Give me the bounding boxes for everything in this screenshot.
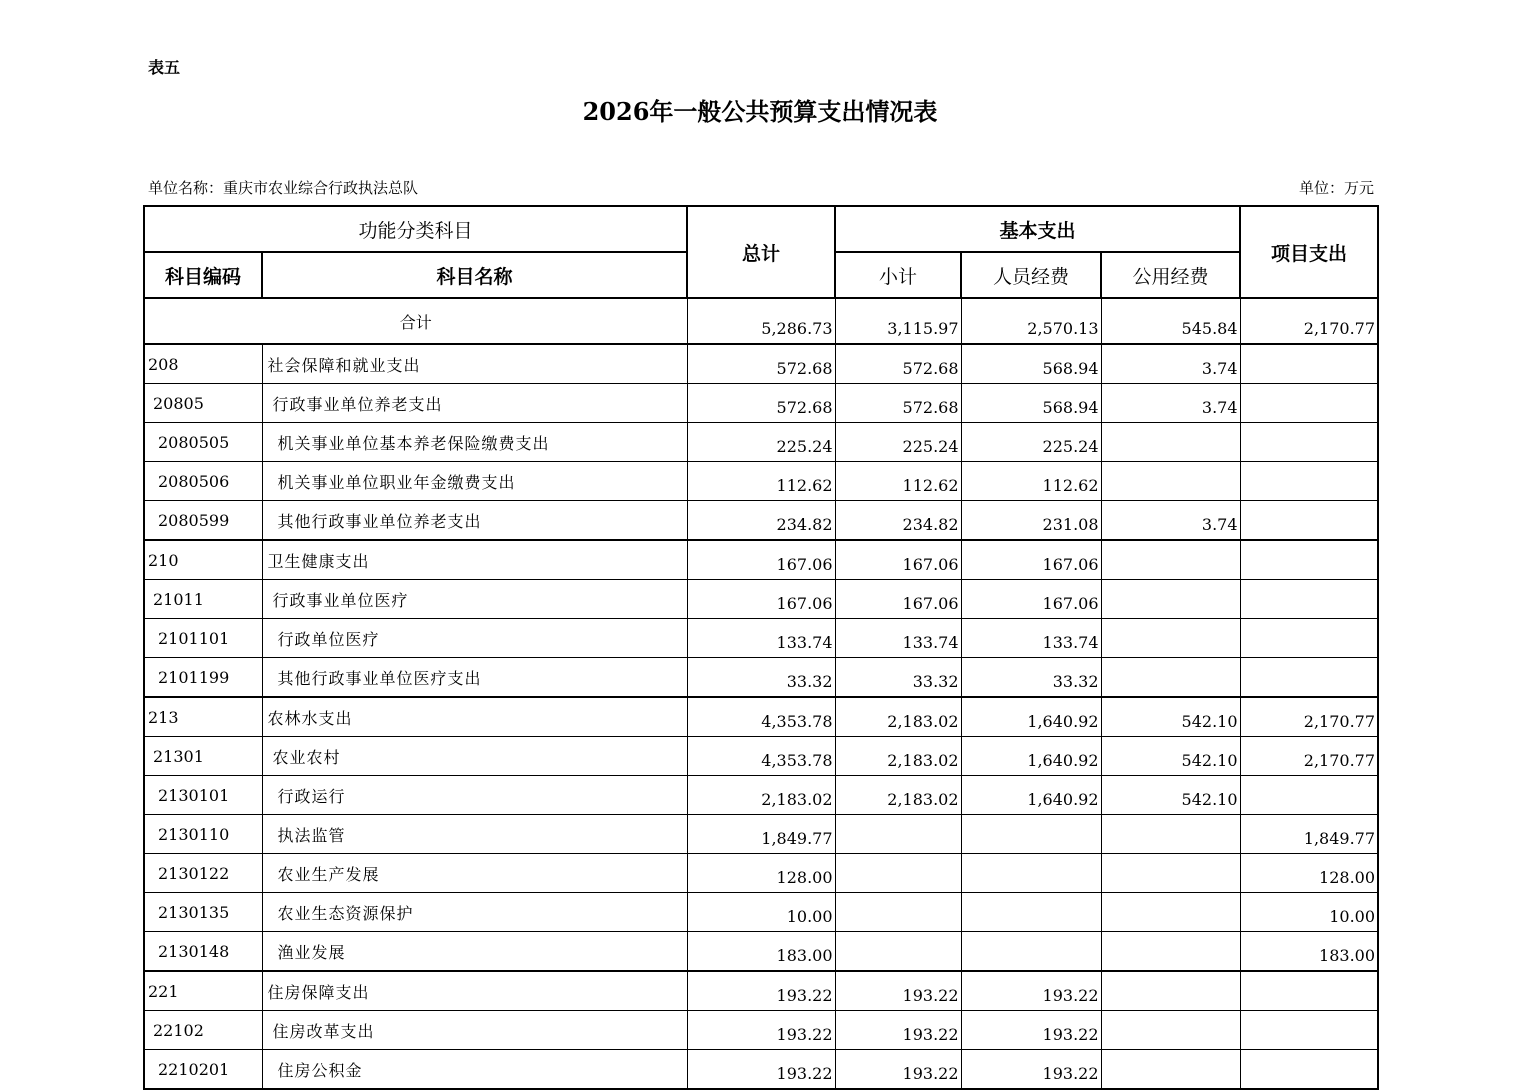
table-row <box>144 501 1378 541</box>
budget-table <box>143 205 1379 1090</box>
row-public: 3.74 <box>1101 344 1240 384</box>
row-public <box>1101 932 1240 972</box>
table-row <box>144 540 1378 580</box>
row-total: 1,849.77 <box>687 815 835 854</box>
row-name: 农业生产发展 <box>262 854 687 893</box>
row-project: 2,170.77 <box>1240 737 1378 776</box>
row-name: 行政事业单位养老支出 <box>262 384 687 423</box>
row-name: 机关事业单位职业年金缴费支出 <box>262 462 687 501</box>
row-total: 2,183.02 <box>687 776 835 815</box>
table-row <box>144 658 1378 698</box>
row-name: 农业农村 <box>262 737 687 776</box>
row-public: 542.10 <box>1101 737 1240 776</box>
row-public <box>1101 658 1240 698</box>
table-row <box>144 737 1378 776</box>
row-personnel: 568.94 <box>961 344 1101 384</box>
row-code: 2130135 <box>144 893 262 932</box>
row-subtotal: 2,183.02 <box>835 737 961 776</box>
row-personnel: 133.74 <box>961 619 1101 658</box>
row-code: 2101199 <box>144 658 262 698</box>
code-header: 科目编码 <box>144 252 262 298</box>
row-subtotal: 2,183.02 <box>835 776 961 815</box>
row-total: 128.00 <box>687 854 835 893</box>
basic-expenditure-header: 基本支出 <box>835 206 1240 252</box>
row-subtotal: 133.74 <box>835 619 961 658</box>
total-row <box>144 298 1378 344</box>
row-name: 渔业发展 <box>262 932 687 972</box>
row-public <box>1101 580 1240 619</box>
row-project <box>1240 776 1378 815</box>
row-public: 3.74 <box>1101 384 1240 423</box>
total-total: 5,286.73 <box>687 298 835 344</box>
row-code: 2080599 <box>144 501 262 541</box>
row-total: 167.06 <box>687 580 835 619</box>
row-personnel: 1,640.92 <box>961 697 1101 737</box>
table-row <box>144 893 1378 932</box>
row-code: 2130101 <box>144 776 262 815</box>
table-row <box>144 697 1378 737</box>
row-name: 其他行政事业单位医疗支出 <box>262 658 687 698</box>
row-total: 112.62 <box>687 462 835 501</box>
row-project <box>1240 658 1378 698</box>
row-total: 33.32 <box>687 658 835 698</box>
row-project <box>1240 501 1378 541</box>
row-public: 542.10 <box>1101 697 1240 737</box>
row-subtotal <box>835 854 961 893</box>
table-row <box>144 1050 1378 1090</box>
row-name: 卫生健康支出 <box>262 540 687 580</box>
row-code: 22102 <box>144 1011 262 1050</box>
row-project: 10.00 <box>1240 893 1378 932</box>
row-total: 133.74 <box>687 619 835 658</box>
row-total: 193.22 <box>687 971 835 1011</box>
row-code: 2130110 <box>144 815 262 854</box>
row-code: 2130122 <box>144 854 262 893</box>
row-name: 机关事业单位基本养老保险缴费支出 <box>262 423 687 462</box>
row-name: 农林水支出 <box>262 697 687 737</box>
row-code: 2080506 <box>144 462 262 501</box>
row-personnel <box>961 932 1101 972</box>
row-name: 农业生态资源保护 <box>262 893 687 932</box>
total-header: 总计 <box>687 206 835 298</box>
row-subtotal: 167.06 <box>835 540 961 580</box>
row-project <box>1240 462 1378 501</box>
row-code: 2101101 <box>144 619 262 658</box>
row-code: 213 <box>144 697 262 737</box>
table-row <box>144 384 1378 423</box>
row-personnel <box>961 893 1101 932</box>
total-personnel: 2,570.13 <box>961 298 1101 344</box>
table-number-label: 表五 <box>148 58 181 77</box>
row-total: 167.06 <box>687 540 835 580</box>
row-total: 183.00 <box>687 932 835 972</box>
page-title: 2026年一般公共预算支出情况表 <box>582 97 938 126</box>
row-project <box>1240 1050 1378 1090</box>
row-subtotal: 193.22 <box>835 1050 961 1090</box>
row-total: 193.22 <box>687 1050 835 1090</box>
currency-unit: 单位：万元 <box>1298 179 1374 197</box>
row-project <box>1240 619 1378 658</box>
row-project: 128.00 <box>1240 854 1378 893</box>
row-project <box>1240 540 1378 580</box>
row-name: 行政运行 <box>262 776 687 815</box>
row-code: 208 <box>144 344 262 384</box>
row-total: 193.22 <box>687 1011 835 1050</box>
row-total: 225.24 <box>687 423 835 462</box>
row-project: 183.00 <box>1240 932 1378 972</box>
total-public: 545.84 <box>1101 298 1240 344</box>
row-project <box>1240 1011 1378 1050</box>
row-public <box>1101 971 1240 1011</box>
personnel-header: 人员经费 <box>961 252 1101 298</box>
total-subtotal: 3,115.97 <box>835 298 961 344</box>
row-subtotal <box>835 932 961 972</box>
row-code: 2080505 <box>144 423 262 462</box>
row-personnel: 112.62 <box>961 462 1101 501</box>
row-subtotal <box>835 815 961 854</box>
row-subtotal: 112.62 <box>835 462 961 501</box>
row-total: 572.68 <box>687 384 835 423</box>
row-code: 210 <box>144 540 262 580</box>
table-row <box>144 580 1378 619</box>
row-name: 行政事业单位医疗 <box>262 580 687 619</box>
row-subtotal: 2,183.02 <box>835 697 961 737</box>
row-project: 2,170.77 <box>1240 697 1378 737</box>
row-subtotal: 572.68 <box>835 344 961 384</box>
total-project: 2,170.77 <box>1240 298 1378 344</box>
total-label: 合计 <box>144 298 687 344</box>
row-subtotal: 193.22 <box>835 971 961 1011</box>
row-personnel: 193.22 <box>961 971 1101 1011</box>
row-code: 20805 <box>144 384 262 423</box>
row-subtotal: 193.22 <box>835 1011 961 1050</box>
row-public <box>1101 423 1240 462</box>
row-name: 社会保障和就业支出 <box>262 344 687 384</box>
table-row <box>144 932 1378 972</box>
row-name: 住房保障支出 <box>262 971 687 1011</box>
row-public <box>1101 893 1240 932</box>
row-personnel: 167.06 <box>961 580 1101 619</box>
row-subtotal: 225.24 <box>835 423 961 462</box>
row-name: 其他行政事业单位养老支出 <box>262 501 687 541</box>
row-name: 住房公积金 <box>262 1050 687 1090</box>
row-total: 4,353.78 <box>687 697 835 737</box>
row-total: 10.00 <box>687 893 835 932</box>
row-personnel: 167.06 <box>961 540 1101 580</box>
table-row <box>144 815 1378 854</box>
row-code: 21301 <box>144 737 262 776</box>
table-row <box>144 776 1378 815</box>
row-personnel: 193.22 <box>961 1050 1101 1090</box>
unit-name: 单位名称：重庆市农业综合行政执法总队 <box>148 179 419 197</box>
row-subtotal: 33.32 <box>835 658 961 698</box>
row-public: 542.10 <box>1101 776 1240 815</box>
row-project <box>1240 384 1378 423</box>
row-project <box>1240 344 1378 384</box>
row-personnel: 568.94 <box>961 384 1101 423</box>
row-personnel <box>961 815 1101 854</box>
row-personnel: 225.24 <box>961 423 1101 462</box>
row-name: 执法监管 <box>262 815 687 854</box>
row-name: 住房改革支出 <box>262 1011 687 1050</box>
function-category-header: 功能分类科目 <box>144 206 687 252</box>
row-code: 21011 <box>144 580 262 619</box>
table-row <box>144 619 1378 658</box>
row-code: 221 <box>144 971 262 1011</box>
table-row <box>144 1011 1378 1050</box>
row-project: 1,849.77 <box>1240 815 1378 854</box>
row-public <box>1101 1050 1240 1090</box>
table-row <box>144 971 1378 1011</box>
row-public <box>1101 1011 1240 1050</box>
table-row <box>144 423 1378 462</box>
table-row <box>144 854 1378 893</box>
project-expenditure-header: 项目支出 <box>1240 206 1378 298</box>
row-public <box>1101 854 1240 893</box>
row-public <box>1101 619 1240 658</box>
row-public: 3.74 <box>1101 501 1240 541</box>
row-public <box>1101 815 1240 854</box>
public-header: 公用经费 <box>1101 252 1240 298</box>
row-subtotal: 234.82 <box>835 501 961 541</box>
row-public <box>1101 540 1240 580</box>
row-code: 2130148 <box>144 932 262 972</box>
row-personnel: 1,640.92 <box>961 737 1101 776</box>
row-subtotal: 572.68 <box>835 384 961 423</box>
row-name: 行政单位医疗 <box>262 619 687 658</box>
name-header: 科目名称 <box>262 252 687 298</box>
row-total: 4,353.78 <box>687 737 835 776</box>
table-row <box>144 462 1378 501</box>
row-personnel: 231.08 <box>961 501 1101 541</box>
row-total: 234.82 <box>687 501 835 541</box>
row-subtotal <box>835 893 961 932</box>
row-personnel: 1,640.92 <box>961 776 1101 815</box>
row-project <box>1240 971 1378 1011</box>
row-personnel <box>961 854 1101 893</box>
row-personnel: 33.32 <box>961 658 1101 698</box>
row-project <box>1240 423 1378 462</box>
table-row <box>144 344 1378 384</box>
row-code: 2210201 <box>144 1050 262 1090</box>
row-total: 572.68 <box>687 344 835 384</box>
row-project <box>1240 580 1378 619</box>
subtotal-header: 小计 <box>835 252 961 298</box>
row-personnel: 193.22 <box>961 1011 1101 1050</box>
row-public <box>1101 462 1240 501</box>
row-subtotal: 167.06 <box>835 580 961 619</box>
